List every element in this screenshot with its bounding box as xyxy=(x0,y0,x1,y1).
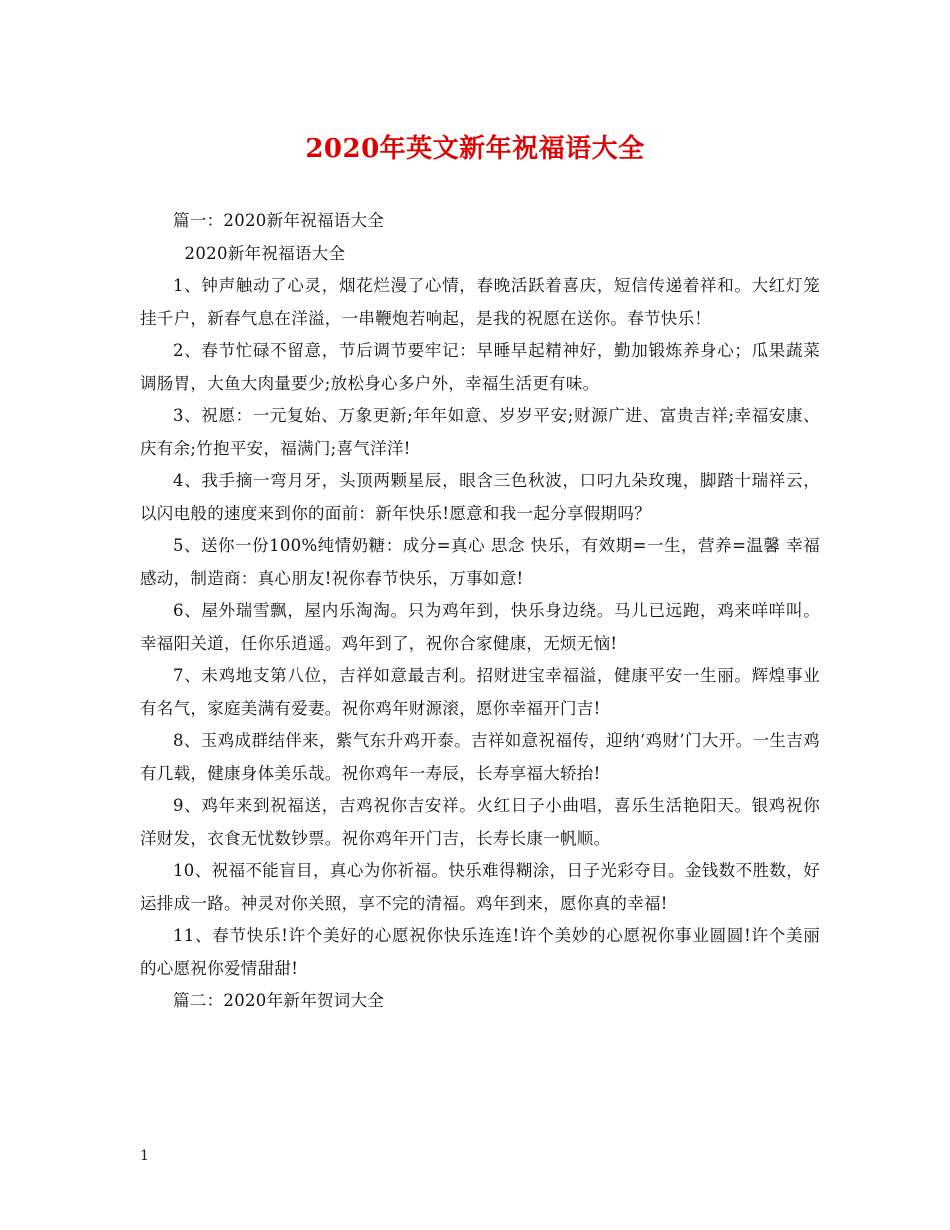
paragraph: 3、祝愿：一元复始、万象更新;年年如意、岁岁平安;财源广进、富贵吉祥;幸福安康、庆有余;竹抱平安，福满门;喜气洋洋! xyxy=(140,406,820,458)
paragraph: 11、春节快乐!许个美好的心愿祝你快乐连连!许个美妙的心愿祝你事业圆圆!许个美丽的心愿祝你爱情甜甜! xyxy=(140,926,820,978)
paragraph: 2、春节忙碌不留意，节后调节要牢记：早睡早起精神好，勤加锻炼养身心；瓜果蔬菜调肠胃，大鱼大肉量要少;放松身心多户外，幸福生活更有味。 xyxy=(140,341,820,393)
section-heading: 篇二：2020年新年贺词大全 xyxy=(173,991,385,1010)
paragraph: 9、鸡年来到祝福送，吉鸡祝你吉安祥。火红日子小曲唱，喜乐生活艳阳天。银鸡祝你洋财发，衣食无忧数钞票。祝你鸡年开门吉，长寿长康一帆顺。 xyxy=(140,796,820,848)
paragraph: 7、未鸡地支第八位，吉祥如意最吉利。招财进宝幸福溢，健康平安一生丽。辉煌事业有名气，家庭美满有爱妻。祝你鸡年财源滚，愿你幸福开门吉! xyxy=(140,666,820,718)
document-title: 2020年英文新年祝福语大全 xyxy=(305,134,645,164)
section-heading: 篇一：2020新年祝福语大全 xyxy=(173,211,385,230)
paragraph: 1、钟声触动了心灵，烟花烂漫了心情，春晚活跃着喜庆，短信传递着祥和。大红灯笼挂千户，新春气息在洋溢，一串鞭炮若响起，是我的祝愿在送你。春节快乐！ xyxy=(140,276,820,328)
paragraph: 8、玉鸡成群结伴来，紫气东升鸡开泰。吉祥如意祝福传，迎纳‘鸡财’门大开。一生吉鸡有几载，健康身体美乐哉。祝你鸡年一寿辰，长寿享福大轿抬! xyxy=(140,731,820,783)
page-number: 1 xyxy=(140,1148,149,1164)
paragraph: 10、祝福不能盲目，真心为你祈福。快乐难得糊涂，日子光彩夺目。金钱数不胜数，好运排成一路。神灵对你关照，享不完的清福。鸡年到来，愿你真的幸福! xyxy=(140,861,820,913)
paragraph: 5、送你一份100%纯情奶糖：成分=真心 思念 快乐，有效期=一生，营养=温馨 幸福 感动，制造商：真心朋友!祝你春节快乐，万事如意! xyxy=(140,536,820,588)
paragraph: 6、屋外瑞雪飘，屋内乐淘淘。只为鸡年到，快乐身边绕。马儿已远跑，鸡来咩咩叫。幸福阳关道，任你乐逍遥。鸡年到了，祝你合家健康，无烦无恼! xyxy=(140,601,820,653)
subsection-heading: 2020新年祝福语大全 xyxy=(184,243,346,263)
document-body xyxy=(140,205,820,1018)
paragraph: 4、我手摘一弯月牙，头顶两颗星辰，眼含三色秋波，口叼九朵玫瑰，脚踏十瑞祥云，以闪电般的速度来到你的面前：新年快乐!愿意和我一起分享假期吗？ xyxy=(140,471,820,523)
